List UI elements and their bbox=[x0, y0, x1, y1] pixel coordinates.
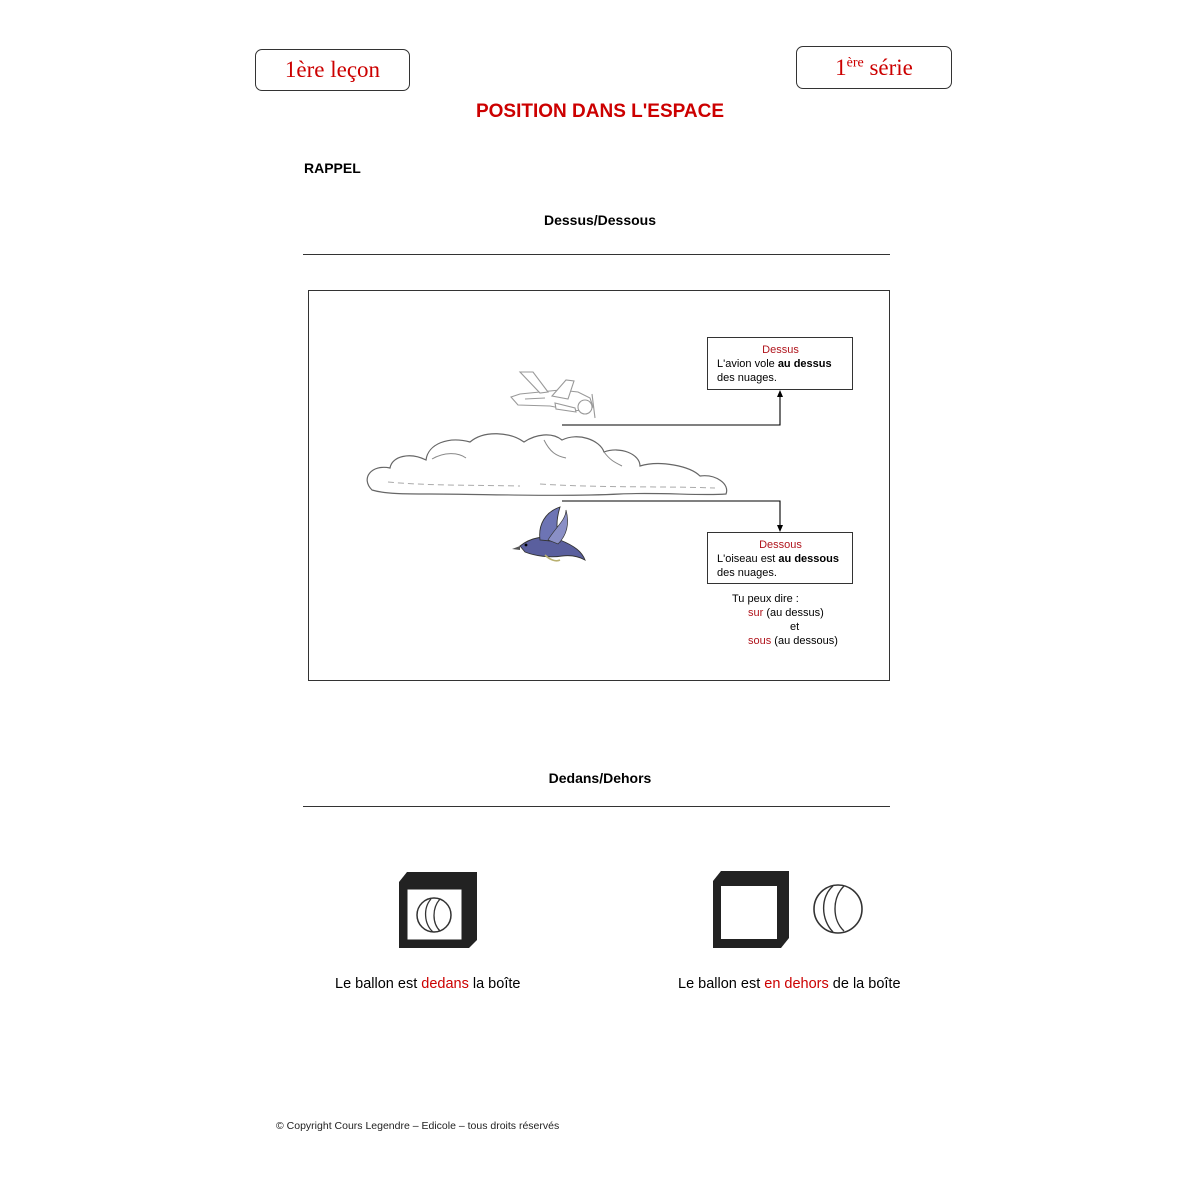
section-heading-dessus-dessous: Dessus/Dessous bbox=[543, 212, 657, 228]
copyright-icon: © bbox=[276, 1120, 284, 1132]
dessus-note-line2: des nuages. bbox=[717, 372, 777, 384]
tip-line-sous: sous (au dessous) bbox=[748, 635, 838, 647]
caption-en-dehors: Le ballon est en dehors de la boîte bbox=[678, 976, 901, 992]
dessous-note-title: Dessous bbox=[759, 539, 802, 551]
copyright-text: Copyright Cours Legendre – Edicole – tous droits réservés bbox=[286, 1120, 560, 1132]
tip-connector: et bbox=[790, 621, 800, 633]
dessus-note-title: Dessus bbox=[762, 344, 799, 356]
section-heading-dedans-dehors: Dedans/Dehors bbox=[548, 770, 652, 786]
dessous-note-line2: des nuages. bbox=[717, 567, 777, 579]
dessous-note-line1: L'oiseau est au dessous bbox=[717, 553, 839, 565]
series-label-text: 1ère série bbox=[835, 54, 913, 80]
box-with-ball-icon bbox=[399, 872, 477, 948]
dessus-note-line1: L'avion vole au dessus bbox=[717, 358, 832, 370]
copyright-footer bbox=[276, 1120, 559, 1132]
ball-icon bbox=[814, 885, 862, 933]
rappel-label: RAPPEL bbox=[304, 160, 361, 176]
empty-box-icon bbox=[713, 871, 789, 948]
tip-intro: Tu peux dire : bbox=[732, 593, 799, 605]
tip-line-sur: sur (au dessus) bbox=[748, 607, 824, 619]
lesson-label-text: 1ère leçon bbox=[284, 57, 381, 82]
caption-dedans: Le ballon est dedans la boîte bbox=[335, 976, 521, 992]
page-title: POSITION DANS L'ESPACE bbox=[475, 101, 725, 122]
